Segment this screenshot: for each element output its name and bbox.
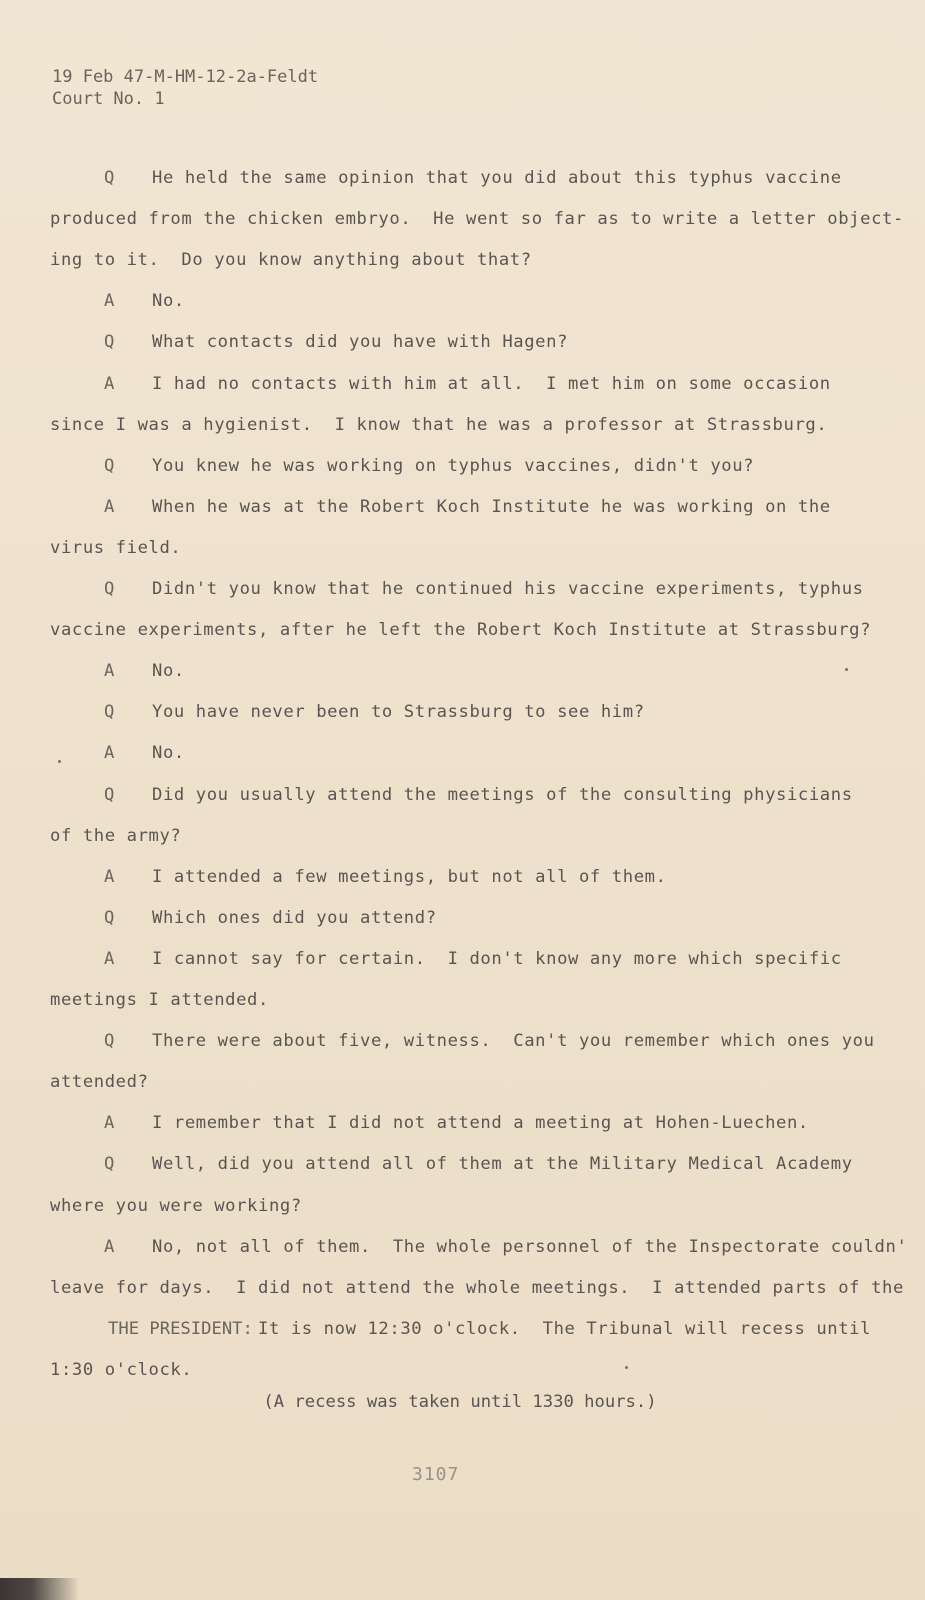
transcript-line: There were about five, witness. Can't you remember which ones you [152,1031,875,1052]
transcript-line: Did you usually attend the meetings of the consulting physicians [152,784,853,805]
speaker-label: Q [104,1031,115,1052]
stray-mark [845,668,848,671]
speaker-label: A [104,291,115,312]
transcript-line: It is now 12:30 o'clock. The Tribunal will recess until [258,1318,872,1339]
speaker-label: Q [104,907,115,928]
transcript-line: When he was at the Robert Koch Institute he was working on the [152,496,831,517]
speaker-label: Q [104,455,115,476]
transcript-line: No. [152,291,185,312]
transcript-line: You have never been to Strassburg to see him? [152,702,645,723]
transcript-line: 1:30 o'clock. [50,1359,193,1380]
transcript-line: since I was a hygienist. I know that he was a professor at Strassburg. [50,414,828,435]
transcript-line: I remember that I did not attend a meeting at Hohen-Luechen. [152,1113,809,1134]
header-reference: 19 Feb 47-M-HM-12-2a-Feldt [52,67,319,87]
transcript-line: No, not all of them. The whole personnel of the Inspectorate couldn' [152,1236,908,1257]
speaker-label: A [104,661,115,682]
speaker-label: A [104,1236,115,1257]
recess-note: (A recess was taken until 1330 hours.) [263,1392,657,1412]
stray-mark [58,760,61,763]
transcript-line: You knew he was working on typhus vaccines, didn't you? [152,455,755,476]
transcript-line: where you were working? [50,1195,302,1216]
transcript-line: meetings I attended. [50,990,269,1010]
document-header [52,66,318,110]
speaker-label: Q [104,579,115,599]
transcript-line: leave for days. I did not attend the whole meetings. I attended parts of the [50,1277,904,1298]
transcript-line: ing to it. Do you know anything about that? [50,250,532,271]
transcript-line: virus field. [50,537,182,558]
transcript-line: I cannot say for certain. I don't know any more which specific [152,948,842,969]
speaker-label: Q [104,784,115,805]
transcript-line: attended? [50,1072,149,1093]
speaker-label-president: THE PRESIDENT: [108,1318,253,1339]
speaker-label: A [104,866,115,887]
transcript-line: produced from the chicken embryo. He went so far as to write a letter object- [50,209,904,230]
transcript-line: I attended a few meetings, but not all of them. [152,866,667,887]
transcript-line: vaccine experiments, after he left the Robert Koch Institute at Strassburg? [50,620,872,641]
transcript-line: Didn't you know that he continued his vaccine experiments, typhus [152,579,864,599]
scan-edge-shadow [0,1578,80,1600]
stray-mark [625,1366,628,1369]
speaker-label: A [104,496,115,517]
page-number: 3107 [412,1464,460,1485]
speaker-label: A [104,743,115,764]
transcript-line: Which ones did you attend? [152,907,437,928]
transcript-line: Well, did you attend all of them at the Military Medical Academy [152,1154,853,1175]
transcript-line: No. [152,743,185,764]
transcript-line: I had no contacts with him at all. I met him on some occasion [152,373,831,394]
speaker-label: A [104,948,115,969]
speaker-label: Q [104,332,115,353]
speaker-label: Q [104,168,115,188]
transcript-line: No. [152,661,185,682]
header-court: Court No. 1 [52,89,165,109]
transcript-line: What contacts did you have with Hagen? [152,332,569,353]
speaker-label: Q [104,702,115,723]
transcript-line: He held the same opinion that you did about this typhus vaccine [152,168,842,188]
transcript-line: of the army? [50,825,182,846]
speaker-label: A [104,1113,115,1134]
speaker-label: Q [104,1154,115,1175]
speaker-label: A [104,373,115,394]
